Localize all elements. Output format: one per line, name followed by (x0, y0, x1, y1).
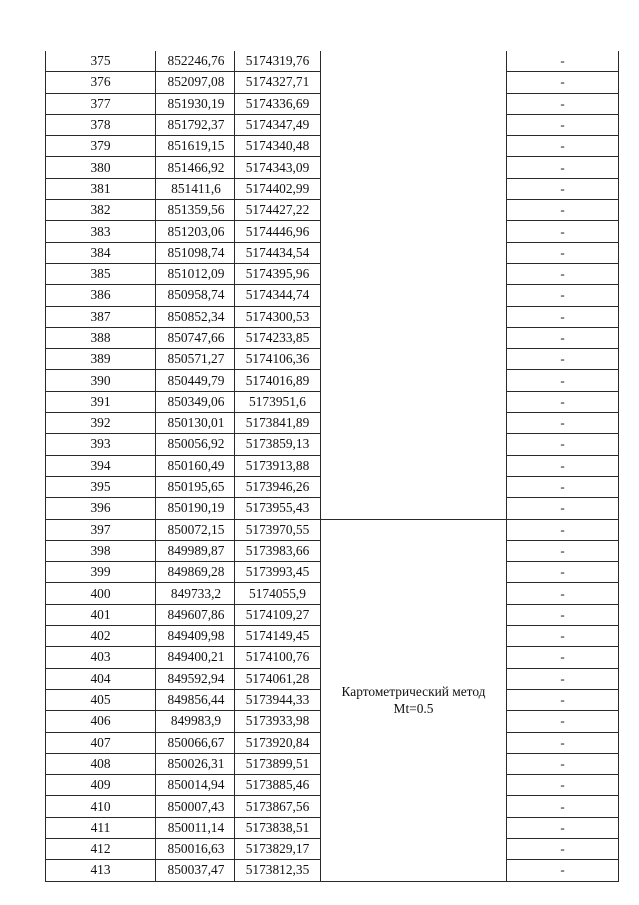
point-number-cell: 382 (46, 200, 156, 221)
x-coordinate-cell: 851619,15 (156, 136, 235, 157)
x-coordinate-cell: 851098,74 (156, 242, 235, 263)
remark-cell: - (507, 732, 619, 753)
point-number-cell: 391 (46, 391, 156, 412)
point-number-cell: 403 (46, 647, 156, 668)
remark-cell: - (507, 604, 619, 625)
remark-cell: - (507, 349, 619, 370)
y-coordinate-cell: 5174327,71 (235, 72, 321, 93)
point-number-cell: 395 (46, 476, 156, 497)
remark-cell: - (507, 157, 619, 178)
method-cell-empty (321, 263, 507, 284)
x-coordinate-cell: 849989,87 (156, 540, 235, 561)
remark-cell: - (507, 114, 619, 135)
x-coordinate-cell: 850056,92 (156, 434, 235, 455)
y-coordinate-cell: 5174300,53 (235, 306, 321, 327)
point-number-cell: 389 (46, 349, 156, 370)
coordinates-table (45, 51, 619, 882)
y-coordinate-cell: 5174344,74 (235, 285, 321, 306)
method-cell-empty (321, 391, 507, 412)
y-coordinate-cell: 5173955,43 (235, 498, 321, 519)
x-coordinate-cell: 850066,67 (156, 732, 235, 753)
y-coordinate-cell: 5174395,96 (235, 263, 321, 284)
table-row (46, 285, 619, 306)
method-cell-empty (321, 200, 507, 221)
method-cell-empty (321, 51, 507, 72)
method-cell-empty (321, 72, 507, 93)
y-coordinate-cell: 5173829,17 (235, 838, 321, 859)
point-number-cell: 377 (46, 93, 156, 114)
point-number-cell: 396 (46, 498, 156, 519)
y-coordinate-cell: 5173983,66 (235, 540, 321, 561)
y-coordinate-cell: 5174343,09 (235, 157, 321, 178)
point-number-cell: 405 (46, 689, 156, 710)
remark-cell: - (507, 178, 619, 199)
y-coordinate-cell: 5174106,36 (235, 349, 321, 370)
table-row (46, 157, 619, 178)
method-cell-empty (321, 327, 507, 348)
point-number-cell: 413 (46, 860, 156, 881)
method-cell-empty (321, 242, 507, 263)
table-row (46, 136, 619, 157)
table-row (46, 519, 619, 540)
method-cell-empty (321, 476, 507, 497)
y-coordinate-cell: 5173993,45 (235, 562, 321, 583)
point-number-cell: 401 (46, 604, 156, 625)
x-coordinate-cell: 850852,34 (156, 306, 235, 327)
table-row (46, 498, 619, 519)
x-coordinate-cell: 850160,49 (156, 455, 235, 476)
x-coordinate-cell: 851792,37 (156, 114, 235, 135)
table-row (46, 242, 619, 263)
x-coordinate-cell: 852097,08 (156, 72, 235, 93)
y-coordinate-cell: 5174336,69 (235, 93, 321, 114)
remark-cell: - (507, 51, 619, 72)
x-coordinate-cell: 850571,27 (156, 349, 235, 370)
remark-cell: - (507, 540, 619, 561)
x-coordinate-cell: 851930,19 (156, 93, 235, 114)
y-coordinate-cell: 5173812,35 (235, 860, 321, 881)
table-row (46, 200, 619, 221)
x-coordinate-cell: 849607,86 (156, 604, 235, 625)
x-coordinate-cell: 851411,6 (156, 178, 235, 199)
remark-cell: - (507, 434, 619, 455)
y-coordinate-cell: 5173951,6 (235, 391, 321, 412)
y-coordinate-cell: 5173944,33 (235, 689, 321, 710)
remark-cell: - (507, 498, 619, 519)
remark-cell: - (507, 775, 619, 796)
remark-cell: - (507, 72, 619, 93)
x-coordinate-cell: 850747,66 (156, 327, 235, 348)
remark-cell: - (507, 221, 619, 242)
method-cell-empty (321, 114, 507, 135)
y-coordinate-cell: 5174233,85 (235, 327, 321, 348)
y-coordinate-cell: 5174109,27 (235, 604, 321, 625)
point-number-cell: 383 (46, 221, 156, 242)
remark-cell: - (507, 413, 619, 434)
x-coordinate-cell: 849733,2 (156, 583, 235, 604)
point-number-cell: 386 (46, 285, 156, 306)
x-coordinate-cell: 852246,76 (156, 51, 235, 72)
x-coordinate-cell: 850037,47 (156, 860, 235, 881)
table-row (46, 434, 619, 455)
y-coordinate-cell: 5174016,89 (235, 370, 321, 391)
y-coordinate-cell: 5174347,49 (235, 114, 321, 135)
remark-cell: - (507, 370, 619, 391)
x-coordinate-cell: 850190,19 (156, 498, 235, 519)
y-coordinate-cell: 5173913,88 (235, 455, 321, 476)
remark-cell: - (507, 285, 619, 306)
remark-cell: - (507, 519, 619, 540)
remark-cell: - (507, 93, 619, 114)
method-cell-empty (321, 157, 507, 178)
remark-cell: - (507, 796, 619, 817)
remark-cell: - (507, 711, 619, 732)
point-number-cell: 406 (46, 711, 156, 732)
point-number-cell: 392 (46, 413, 156, 434)
x-coordinate-cell: 849409,98 (156, 626, 235, 647)
y-coordinate-cell: 5174055,9 (235, 583, 321, 604)
table-row (46, 221, 619, 242)
point-number-cell: 376 (46, 72, 156, 93)
method-accuracy: Mt=0.5 (393, 701, 434, 717)
y-coordinate-cell: 5173859,13 (235, 434, 321, 455)
point-number-cell: 397 (46, 519, 156, 540)
y-coordinate-cell: 5174340,48 (235, 136, 321, 157)
remark-cell: - (507, 263, 619, 284)
y-coordinate-cell: 5174100,76 (235, 647, 321, 668)
remark-cell: - (507, 476, 619, 497)
x-coordinate-cell: 850014,94 (156, 775, 235, 796)
point-number-cell: 387 (46, 306, 156, 327)
remark-cell: - (507, 136, 619, 157)
table-row (46, 455, 619, 476)
y-coordinate-cell: 5174434,54 (235, 242, 321, 263)
table-row (46, 72, 619, 93)
method-cell-empty (321, 434, 507, 455)
point-number-cell: 378 (46, 114, 156, 135)
y-coordinate-cell: 5174446,96 (235, 221, 321, 242)
remark-cell: - (507, 200, 619, 221)
remark-cell: - (507, 647, 619, 668)
method-cell-empty (321, 306, 507, 327)
table-row (46, 327, 619, 348)
x-coordinate-cell: 851466,92 (156, 157, 235, 178)
x-coordinate-cell: 851203,06 (156, 221, 235, 242)
y-coordinate-cell: 5174402,99 (235, 178, 321, 199)
y-coordinate-cell: 5173841,89 (235, 413, 321, 434)
x-coordinate-cell: 850026,31 (156, 753, 235, 774)
table-row (46, 114, 619, 135)
method-cell-empty (321, 285, 507, 306)
y-coordinate-cell: 5173920,84 (235, 732, 321, 753)
x-coordinate-cell: 850130,01 (156, 413, 235, 434)
y-coordinate-cell: 5173885,46 (235, 775, 321, 796)
remark-cell: - (507, 327, 619, 348)
remark-cell: - (507, 668, 619, 689)
point-number-cell: 398 (46, 540, 156, 561)
method-cell-empty (321, 349, 507, 370)
method-cell-empty (321, 370, 507, 391)
method-cell (321, 519, 507, 881)
point-number-cell: 384 (46, 242, 156, 263)
method-cell-empty (321, 498, 507, 519)
point-number-cell: 379 (46, 136, 156, 157)
x-coordinate-cell: 850958,74 (156, 285, 235, 306)
point-number-cell: 394 (46, 455, 156, 476)
method-cell-empty (321, 93, 507, 114)
remark-cell: - (507, 242, 619, 263)
method-cell-empty (321, 178, 507, 199)
y-coordinate-cell: 5173946,26 (235, 476, 321, 497)
x-coordinate-cell: 850016,63 (156, 838, 235, 859)
point-number-cell: 400 (46, 583, 156, 604)
method-name: Картометрический метод (341, 684, 486, 700)
y-coordinate-cell: 5173970,55 (235, 519, 321, 540)
point-number-cell: 385 (46, 263, 156, 284)
y-coordinate-cell: 5174427,22 (235, 200, 321, 221)
x-coordinate-cell: 849869,28 (156, 562, 235, 583)
remark-cell: - (507, 306, 619, 327)
remark-cell: - (507, 562, 619, 583)
x-coordinate-cell: 850195,65 (156, 476, 235, 497)
method-cell-empty (321, 455, 507, 476)
x-coordinate-cell: 849856,44 (156, 689, 235, 710)
x-coordinate-cell: 849400,21 (156, 647, 235, 668)
point-number-cell: 407 (46, 732, 156, 753)
method-cell-empty (321, 221, 507, 242)
y-coordinate-cell: 5174319,76 (235, 51, 321, 72)
x-coordinate-cell: 849592,94 (156, 668, 235, 689)
point-number-cell: 408 (46, 753, 156, 774)
y-coordinate-cell: 5173933,98 (235, 711, 321, 732)
y-coordinate-cell: 5173838,51 (235, 817, 321, 838)
point-number-cell: 411 (46, 817, 156, 838)
remark-cell: - (507, 817, 619, 838)
remark-cell: - (507, 455, 619, 476)
table-row (46, 178, 619, 199)
remark-cell: - (507, 838, 619, 859)
y-coordinate-cell: 5174149,45 (235, 626, 321, 647)
point-number-cell: 410 (46, 796, 156, 817)
coordinates-table-body (46, 51, 619, 881)
table-row (46, 391, 619, 412)
table-row (46, 349, 619, 370)
table-row (46, 263, 619, 284)
point-number-cell: 381 (46, 178, 156, 199)
x-coordinate-cell: 850449,79 (156, 370, 235, 391)
x-coordinate-cell: 849983,9 (156, 711, 235, 732)
remark-cell: - (507, 753, 619, 774)
remark-cell: - (507, 626, 619, 647)
point-number-cell: 404 (46, 668, 156, 689)
point-number-cell: 393 (46, 434, 156, 455)
point-number-cell: 375 (46, 51, 156, 72)
x-coordinate-cell: 850072,15 (156, 519, 235, 540)
x-coordinate-cell: 851359,56 (156, 200, 235, 221)
point-number-cell: 380 (46, 157, 156, 178)
remark-cell: - (507, 583, 619, 604)
remark-cell: - (507, 391, 619, 412)
x-coordinate-cell: 851012,09 (156, 263, 235, 284)
point-number-cell: 412 (46, 838, 156, 859)
point-number-cell: 402 (46, 626, 156, 647)
table-row (46, 370, 619, 391)
x-coordinate-cell: 850007,43 (156, 796, 235, 817)
point-number-cell: 409 (46, 775, 156, 796)
x-coordinate-cell: 850011,14 (156, 817, 235, 838)
table-row (46, 413, 619, 434)
table-row (46, 306, 619, 327)
point-number-cell: 390 (46, 370, 156, 391)
x-coordinate-cell: 850349,06 (156, 391, 235, 412)
table-row (46, 476, 619, 497)
point-number-cell: 388 (46, 327, 156, 348)
method-cell-empty (321, 413, 507, 434)
y-coordinate-cell: 5173899,51 (235, 753, 321, 774)
y-coordinate-cell: 5174061,28 (235, 668, 321, 689)
table-row (46, 51, 619, 72)
remark-cell: - (507, 860, 619, 881)
point-number-cell: 399 (46, 562, 156, 583)
remark-cell: - (507, 689, 619, 710)
y-coordinate-cell: 5173867,56 (235, 796, 321, 817)
method-cell-empty (321, 136, 507, 157)
table-row (46, 93, 619, 114)
